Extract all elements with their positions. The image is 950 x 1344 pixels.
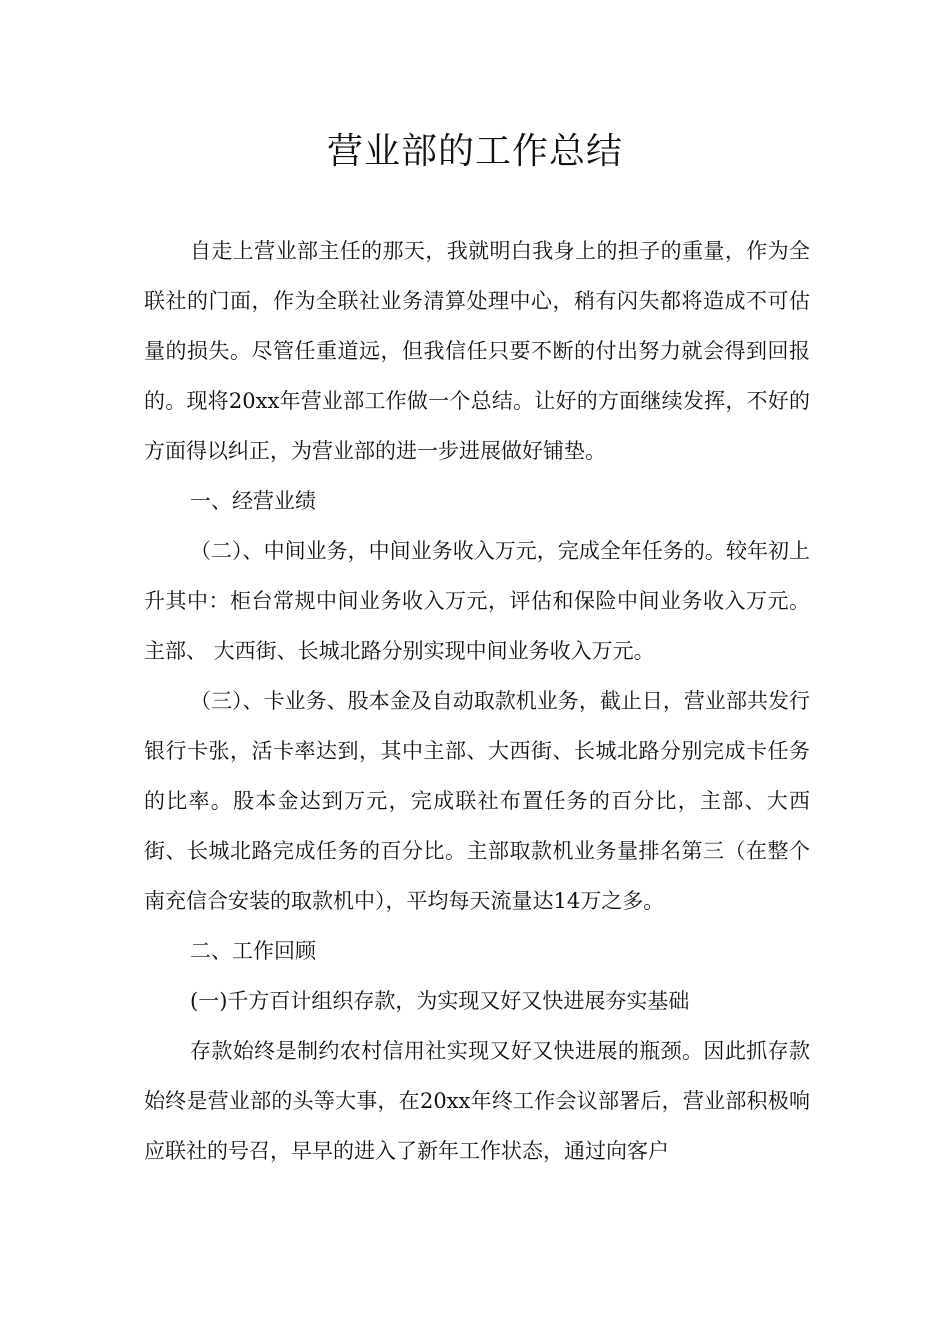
- paragraph-deposits: 存款始终是制约农村信用社实现又好又快进展的瓶颈。因此抓存款始终是营业部的头等大事，在20xx年终工作会议部署后，营业部积极响应联社的号召，早早的进入了新年工作状态，通过向客户: [144, 1039, 810, 1163]
- document-title: 营业部的工作总结: [326, 131, 623, 172]
- paragraph-intermediate-business: （二）、中间业务，中间业务收入万元，完成全年任务的。较年初上升其中：柜台常规中间业务收入万元，评估和保险中间业务收入万元。主部、 大西街、长城北路分别实现中间业务收入万元。: [144, 539, 810, 663]
- document-body: [144, 226, 810, 1176]
- paragraph-card-business: （三）、卡业务、股本金及自动取款机业务，截止日，营业部共发行银行卡张，活卡率达到，其中主部、大西街、长城北路分别完成卡任务的比率。股本金达到万元，完成联社布置任务的百分比，主部、大西街、长城北路完成任务的百分比。主部取款机业务量排名第三（在整个南充信合安装的取款机中），平均每天流量达14万之多。: [144, 689, 810, 913]
- subsection-heading-deposits: (一)千方百计组织存款，为实现又好又快进展夯实基础: [190, 989, 690, 1013]
- section-heading-work-review: 二、工作回顾: [190, 939, 316, 963]
- paragraph-intro: 自走上营业部主任的那天，我就明白我身上的担子的重量，作为全联社的门面，作为全联社业务清算处理中心，稍有闪失都将造成不可估量的损失。尽管任重道远，但我信任只要不断的付出努力就会得到回报的。现将20xx年营业部工作做一个总结。让好的方面继续发挥，不好的方面得以纠正，为营业部的进一步进展做好铺垫。: [144, 239, 810, 463]
- section-heading-business-performance: 一、经营业绩: [190, 489, 316, 513]
